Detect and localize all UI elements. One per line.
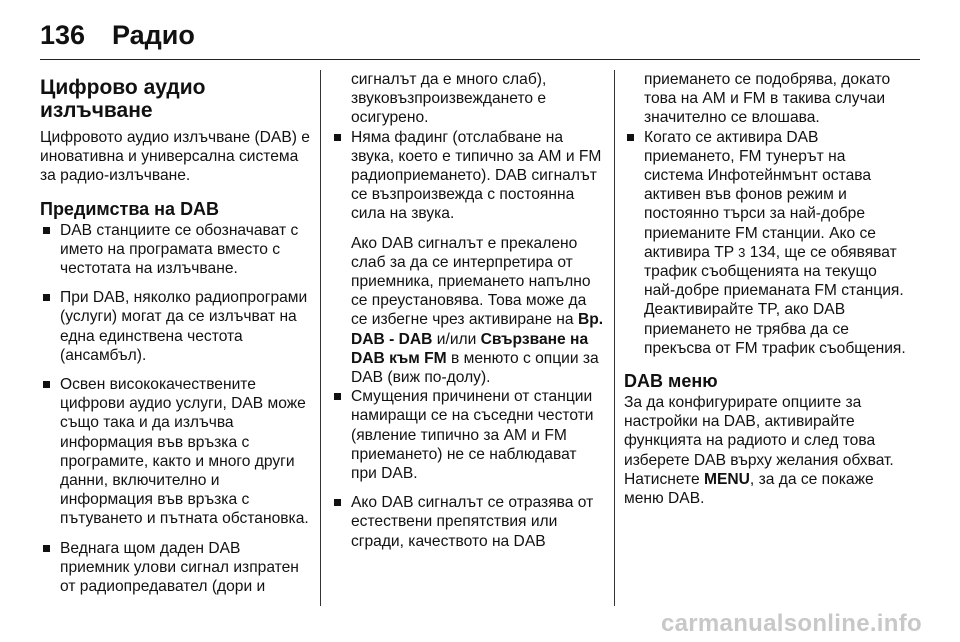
list-item: Веднага щом даден DAB приемник улови сигнал изпратен от радиопредавател (дори и <box>40 539 312 597</box>
column-2 <box>331 70 605 606</box>
dab-menu-heading: DAB меню <box>624 371 718 392</box>
list-item: Смущения причинени от станции намиращи се на съседни честоти (явление типично за AM и FM приемането) не се наблюдават при DAB. <box>331 387 605 483</box>
list-item: При DAB, няколко радиопрограми (услуги) могат да се излъчват на една единствена честота (ансамбъл). <box>40 288 312 365</box>
column-3 <box>624 70 906 606</box>
weak-signal-paragraph: Ако DAB сигналът е прекалено слаб за да се интерпретира от приемника, приемането напълно се преустановява. Това може да се избегне чрез активиране на Вр. DAB - DAB и/или Свързване на DAB към FM в менюто с опции за DAB (виж по-долу). <box>351 234 604 387</box>
menu-button-label: MENU <box>703 470 750 488</box>
advantages-list-continued <box>331 128 605 224</box>
list-item: Когато се активира DAB приемането, FM тунерът на система Инфотейнмънт остава активен във фонов режим и постоянно търси за най-добре приеманите FM станции. Ако се активира TP 3 134, ще се обявяват трафик съобщенията на текущо най-добре приеманата FM станция. Деактивирайте TP, ако DAB приемането не трябва да се прекъсва от FM трафик съобщения. <box>624 128 906 358</box>
column-divider-1 <box>320 70 321 606</box>
intro-paragraph: Цифровото аудио излъчване (DAB) е иновативна и универсална система за радио-излъчване. <box>40 129 310 185</box>
page-number: 136 <box>40 19 86 50</box>
page-title: Цифрово аудио излъчване <box>40 76 206 122</box>
list-item: Няма фадинг (отслабване на звука, което е типично за AM и FM радиоприемането). DAB сигналът се възпроизвежда с постоянна сила на звука. <box>331 128 605 224</box>
continuation-paragraph: приемането се подобрява, докато това на AM и FM в такива случаи значително се влошава. <box>644 71 891 127</box>
watermark: carmanualsonline.info <box>660 610 922 637</box>
continuation-paragraph: сигналът да е много слаб), звуковъзпроизвеждането е осигурено. <box>351 71 547 127</box>
column-divider-2 <box>614 70 615 606</box>
page-header <box>40 14 920 56</box>
advantages-list <box>40 221 312 597</box>
advantages-heading: Предимства на DAB <box>40 198 220 219</box>
dab-menu-paragraph: За да конфигурирате опциите за настройки на DAB, активирайте функцията на радиото и след това изберете DAB върху желания обхват. Натиснете MENU, за да се покаже меню DAB. <box>624 394 894 508</box>
page-ref-arrow-icon: 3 <box>738 244 746 260</box>
header-rule <box>40 59 920 60</box>
list-item: Освен висококачествените цифрови аудио услуги, DAB може също така и да излъчва информация във връзка с програмите, както и много други данни, включително и информация във връзка с пътуването и пътната обстановка. <box>40 375 312 529</box>
list-item: DAB станциите се обозначават с името на програмата вместо с честотата на излъчване. <box>40 221 312 279</box>
option-dab-dab: Вр. DAB - DAB <box>351 311 604 348</box>
list-item: Ако DAB сигналът се отразява от естествени препятствия или сгради, качеството на DAB <box>331 493 605 551</box>
section-title: Радио <box>112 19 195 50</box>
option-dab-fm: Свързване на DAB към FM <box>351 330 589 367</box>
column-1 <box>40 70 312 606</box>
